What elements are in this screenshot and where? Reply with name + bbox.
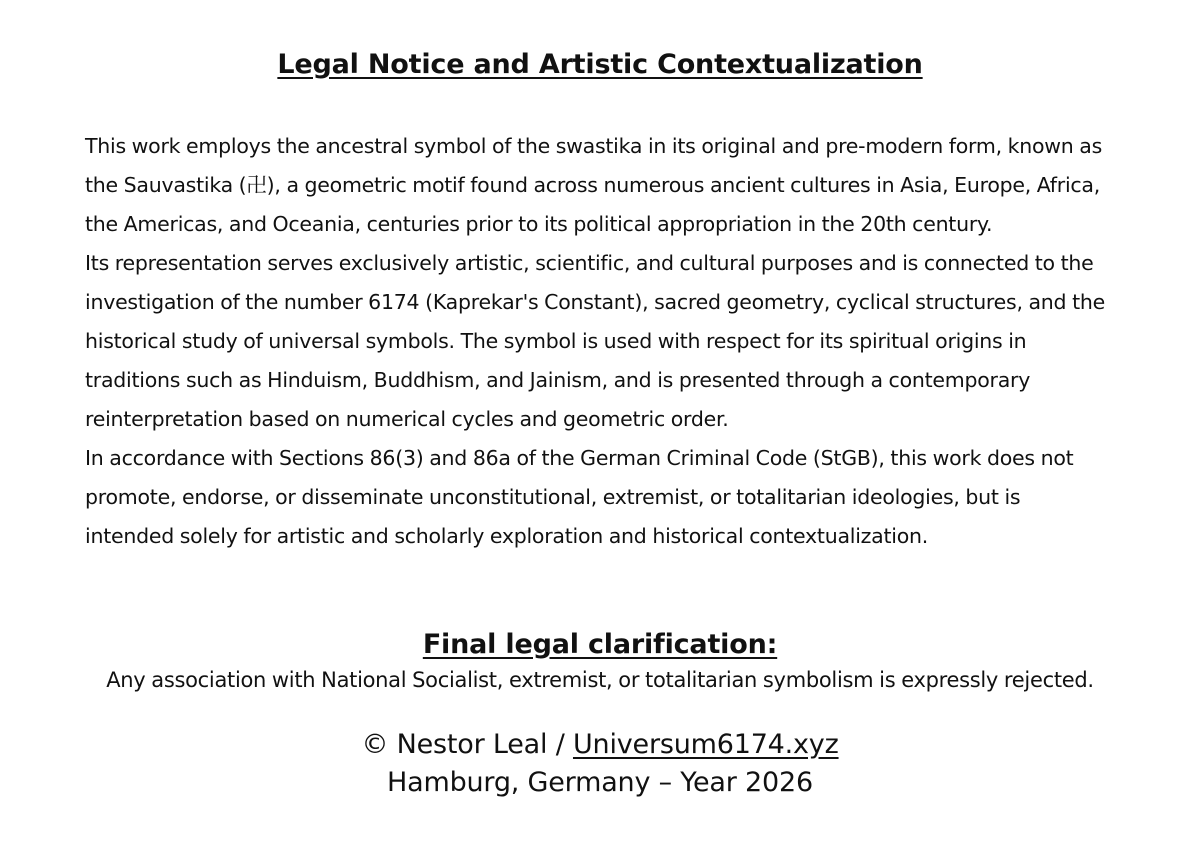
paragraph-purpose: Its representation serves exclusively artistic, scientific, and cultural purposes and is connected to the investigation of the number 6174 (Kaprekar's Constant), sacred geometry, cyclical structures, and the historical study of universal symbols. The symbol is used with respect for its spiritual origins in traditions such as Hinduism, Buddhism, and Jainism, and is presented through a contemporary reinterpretation based on numerical cycles and geometric order. xyxy=(85,251,1105,431)
final-clarification-text: Any association with National Socialist, extremist, or totalitarian symbolism is expressly rejected. xyxy=(106,668,1094,692)
website-link[interactable]: Universum6174.xyz xyxy=(572,729,839,760)
copyright-author: © Nestor Leal / xyxy=(361,729,573,760)
paragraph-sauvastika: This work employs the ancestral symbol of the swastika in its original and pre-modern form, known as the Sauvastika (卍), a geometric motif found across numerous ancient cultures in Asia, Europe, Africa, the Americas, and Oceania, centuries prior to its political appropriation in the 20th century. xyxy=(85,134,1103,236)
copyright-line xyxy=(0,726,1200,764)
notice-body xyxy=(85,127,1115,556)
paragraph-legal-basis: In accordance with Sections 86(3) and 86a of the German Criminal Code (StGB), this work does not promote, endorse, or disseminate unconstitutional, extremist, or totalitarian ideologies, but is intended solely for artistic and scholarly exploration and historical contextualization. xyxy=(85,446,1074,548)
location-year: Hamburg, Germany – Year 2026 xyxy=(387,767,813,798)
page-title: Legal Notice and Artistic Contextualization xyxy=(277,49,923,80)
final-clarification-heading: Final legal clarification: xyxy=(422,629,778,660)
